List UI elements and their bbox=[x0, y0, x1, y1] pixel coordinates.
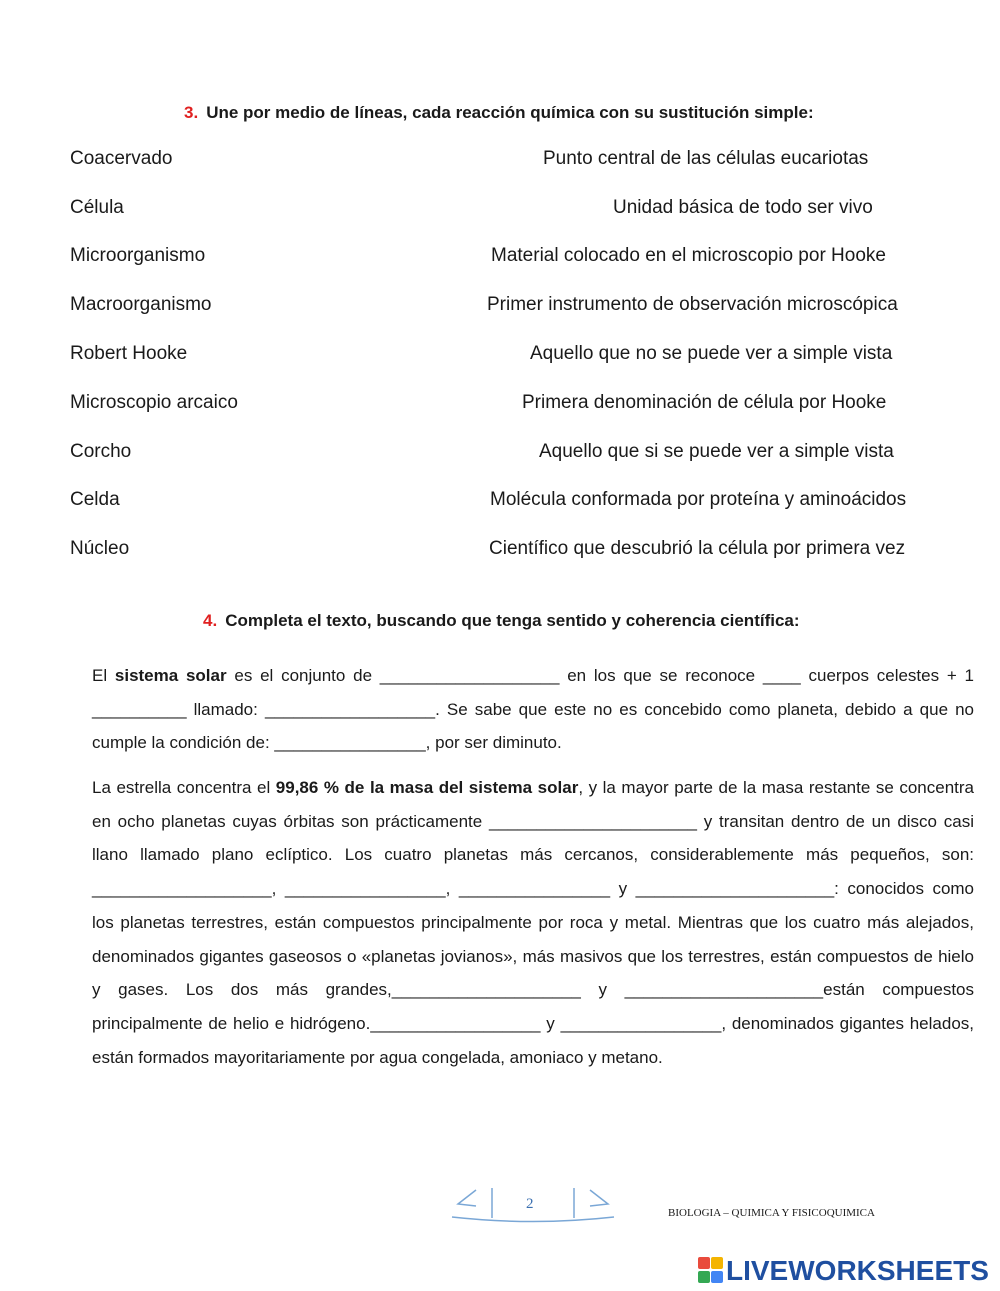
page-number: 2 bbox=[526, 1196, 534, 1212]
text: y bbox=[580, 980, 625, 1000]
blank-field[interactable]: ______________________ bbox=[489, 811, 698, 831]
liveworksheets-logo-icon bbox=[698, 1257, 724, 1285]
left-item[interactable]: Corcho bbox=[70, 441, 132, 462]
blank-field[interactable]: __________________ bbox=[264, 699, 436, 719]
right-item[interactable]: Primer instrumento de observación microscópica bbox=[487, 294, 898, 315]
blank-field[interactable]: ________________ bbox=[274, 733, 426, 753]
right-item[interactable]: Científico que descubrió la célula por primera vez bbox=[489, 538, 906, 559]
paragraph-1 bbox=[92, 659, 974, 760]
text: : conocidos como los planetas terrestres, están compuestos principalmente por roca y metal. Mientras que los cuatro más alejados, denominados gigantes gaseosos o «planetas jovianos», más masivos que los terrestres, están compuestos de hielo y gases. Los dos más grandes, bbox=[92, 879, 975, 1000]
text: El bbox=[92, 666, 115, 685]
section-4-title: Completa el texto, buscando que tenga sentido y coherencia científica: bbox=[225, 611, 800, 630]
left-item[interactable]: Núcleo bbox=[70, 538, 130, 559]
right-item[interactable]: Aquello que si se puede ver a simple vista bbox=[539, 441, 894, 462]
left-item[interactable]: Coacervado bbox=[70, 148, 173, 169]
text: y bbox=[610, 879, 636, 899]
blank-field[interactable]: ___________________ bbox=[379, 666, 560, 685]
section-3-number: 3. bbox=[184, 103, 199, 122]
blank-field[interactable]: ____ bbox=[762, 666, 801, 685]
text: La estrella concentra el bbox=[92, 778, 276, 797]
bold-text: 99,86 % de la masa del sistema solar bbox=[275, 778, 579, 797]
bold-text: sistema solar bbox=[114, 666, 227, 685]
text: están compuestos principalmente de helio e hidrógeno. bbox=[92, 980, 975, 1033]
left-item[interactable]: Robert Hooke bbox=[70, 343, 188, 364]
paragraph-2 bbox=[92, 771, 974, 1074]
blank-field[interactable]: ________________ bbox=[458, 879, 611, 899]
blank-field[interactable]: _________________ bbox=[560, 1013, 722, 1033]
text: , y la mayor parte de la masa restante se concentra en ocho planetas cuyas órbitas son prácticamente bbox=[92, 778, 974, 831]
text: y bbox=[540, 1013, 561, 1033]
blank-field[interactable]: _____________________ bbox=[635, 879, 835, 899]
left-item[interactable]: Microscopio arcaico bbox=[70, 392, 238, 413]
text: , bbox=[271, 879, 285, 899]
left-item[interactable]: Celda bbox=[70, 489, 120, 510]
text: cuerpos celestes + 1 bbox=[800, 666, 975, 685]
text: llamado: bbox=[186, 699, 265, 719]
section-4-heading bbox=[203, 611, 800, 631]
text: , por ser diminuto. bbox=[425, 733, 562, 753]
left-item[interactable]: Célula bbox=[70, 197, 124, 218]
section-3-title: Une por medio de líneas, cada reacción química con su sustitución simple: bbox=[206, 103, 814, 122]
liveworksheets-logo bbox=[698, 1254, 989, 1288]
right-item[interactable]: Aquello que no se puede ver a simple vista bbox=[530, 343, 893, 364]
right-item[interactable]: Punto central de las células eucariotas bbox=[543, 148, 869, 169]
text: , denominados gigantes helados, están formados mayoritariamente por agua congelada, amoniaco y metano. bbox=[92, 1013, 975, 1067]
text: y transitan dentro de un disco casi llano llamado plano eclíptico. Los cuatro planetas más cercanos, considerablemente más pequeños, son: bbox=[92, 811, 974, 865]
text: . Se sabe que este no es concebido como planeta, debido a que no cumple la condición de: bbox=[92, 699, 975, 753]
blank-field[interactable]: ___________________ bbox=[92, 879, 272, 899]
left-item[interactable]: Macroorganismo bbox=[70, 294, 212, 315]
right-item[interactable]: Material colocado en el microscopio por Hooke bbox=[491, 245, 886, 266]
right-item[interactable]: Molécula conformada por proteína y aminoácidos bbox=[490, 489, 907, 510]
blank-field[interactable]: __________ bbox=[92, 699, 187, 719]
blank-field[interactable]: ____________________ bbox=[391, 980, 581, 1000]
right-item[interactable]: Primera denominación de célula por Hooke bbox=[522, 392, 887, 413]
blank-field[interactable]: __________________ bbox=[370, 1013, 541, 1033]
subject-label: BIOLOGIA – QUIMICA Y FISICOQUIMICA bbox=[668, 1207, 875, 1219]
blank-field[interactable]: _____________________ bbox=[624, 980, 824, 1000]
right-item[interactable]: Unidad básica de todo ser vivo bbox=[613, 197, 873, 218]
text: en los que se reconoce bbox=[559, 666, 763, 685]
left-item[interactable]: Microorganismo bbox=[70, 245, 206, 266]
section-4-number: 4. bbox=[203, 611, 218, 630]
section-3-heading bbox=[184, 103, 814, 123]
text: , bbox=[445, 879, 459, 899]
text: es el conjunto de bbox=[226, 666, 380, 685]
brand-name: LIVEWORKSHEETS bbox=[726, 1255, 989, 1286]
blank-field[interactable]: _________________ bbox=[284, 879, 446, 899]
